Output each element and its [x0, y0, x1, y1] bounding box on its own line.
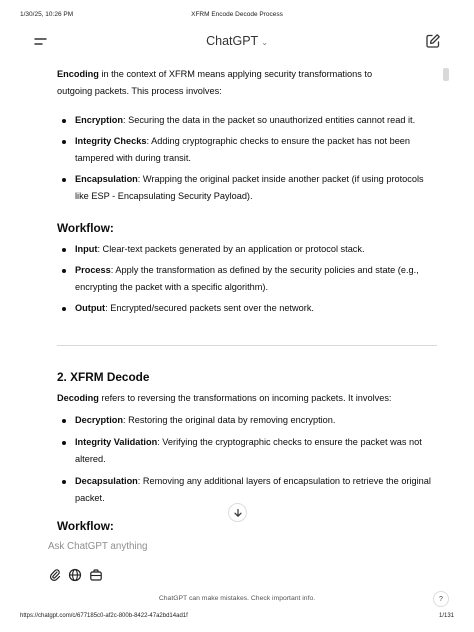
toolbox-icon[interactable] — [89, 568, 103, 582]
list-item — [57, 241, 437, 258]
decode-lead: Decoding — [57, 393, 99, 403]
composer-input[interactable]: Ask ChatGPT anything — [48, 541, 148, 552]
print-page-title: XFRM Encode Decode Process — [191, 11, 283, 18]
decode-list — [57, 412, 437, 507]
list-item — [57, 262, 437, 296]
print-url: https://chatgpt.com/c/677185c0-af2c-800b-8422-47a2bd14ad1f — [20, 613, 188, 619]
list-item-text: : Removing any additional layers of encapsulation to retrieve the original packet. — [75, 476, 431, 503]
disclaimer: ChatGPT can make mistakes. Check important info. — [158, 595, 316, 602]
scrollbar-thumb[interactable] — [443, 68, 449, 81]
print-page-number: 1/131 — [438, 613, 454, 619]
list-item-text: : Wrapping the original packet inside another packet (if using protocols like ESP - Encapsulating Security Payload). — [75, 174, 424, 201]
workflow-heading: Workflow: — [57, 221, 114, 235]
encode-list — [57, 112, 437, 205]
arrow-down-icon — [233, 508, 243, 518]
section-heading: 2. XFRM Decode — [57, 370, 150, 384]
workflow-heading: Workflow: — [57, 519, 114, 533]
intro-lead: Encoding — [57, 69, 99, 79]
list-item-text: : Apply the transformation as defined by the security policies and state (e.g., encrypting the packet with a specific algorithm). — [75, 265, 419, 292]
list-item-term: Process — [75, 265, 111, 275]
list-item — [57, 434, 437, 468]
decode-text: refers to reversing the transformations on incoming packets. It involves: — [98, 393, 392, 403]
chevron-down-icon: ⌄ — [261, 38, 268, 47]
model-selector[interactable] — [0, 34, 474, 48]
list-item-term: Integrity Checks — [75, 136, 147, 146]
paperclip-icon[interactable] — [48, 568, 62, 582]
list-item-term: Decryption — [75, 415, 123, 425]
section-divider — [57, 345, 437, 346]
list-item-term: Decapsulation — [75, 476, 138, 486]
list-item-term: Encryption — [75, 115, 123, 125]
intro-text: in the context of XFRM means applying security transformations to outgoing packets. This process involves: — [57, 69, 373, 96]
app-title: ChatGPT — [206, 34, 259, 48]
list-item-text: : Restoring the original data by removing encryption. — [123, 415, 336, 425]
globe-icon[interactable] — [68, 568, 82, 582]
print-header — [0, 11, 474, 23]
list-item-text: : Encrypted/secured packets sent over the network. — [105, 303, 314, 313]
list-item-text: : Adding cryptographic checks to ensure the packet has not been tampered with during transit. — [75, 136, 411, 163]
list-item-term: Integrity Validation — [75, 437, 158, 447]
app-header — [0, 30, 474, 54]
assistant-message — [57, 66, 437, 533]
help-button[interactable]: ? — [433, 591, 449, 607]
scroll-to-bottom-button[interactable] — [228, 503, 247, 522]
list-item — [57, 171, 437, 205]
print-footer — [0, 613, 474, 623]
list-item-term: Encapsulation — [75, 174, 138, 184]
list-item-text: : Verifying the cryptographic checks to ensure the packet was not altered. — [75, 437, 422, 464]
workflow-list — [57, 241, 437, 317]
list-item — [57, 412, 437, 429]
decoding-intro — [57, 390, 437, 407]
new-chat-edit-icon[interactable] — [425, 33, 441, 49]
list-item — [57, 112, 437, 129]
list-item — [57, 133, 437, 167]
list-item-text: : Securing the data in the packet so unauthorized entities cannot read it. — [122, 115, 416, 125]
print-date: 1/30/25, 10:26 PM — [20, 11, 74, 18]
list-item-text: : Clear-text packets generated by an application or protocol stack. — [97, 244, 365, 254]
list-item-term: Input — [75, 244, 98, 254]
list-item — [57, 300, 437, 317]
encoding-intro — [57, 66, 407, 100]
list-item-term: Output — [75, 303, 106, 313]
list-item — [57, 473, 437, 507]
